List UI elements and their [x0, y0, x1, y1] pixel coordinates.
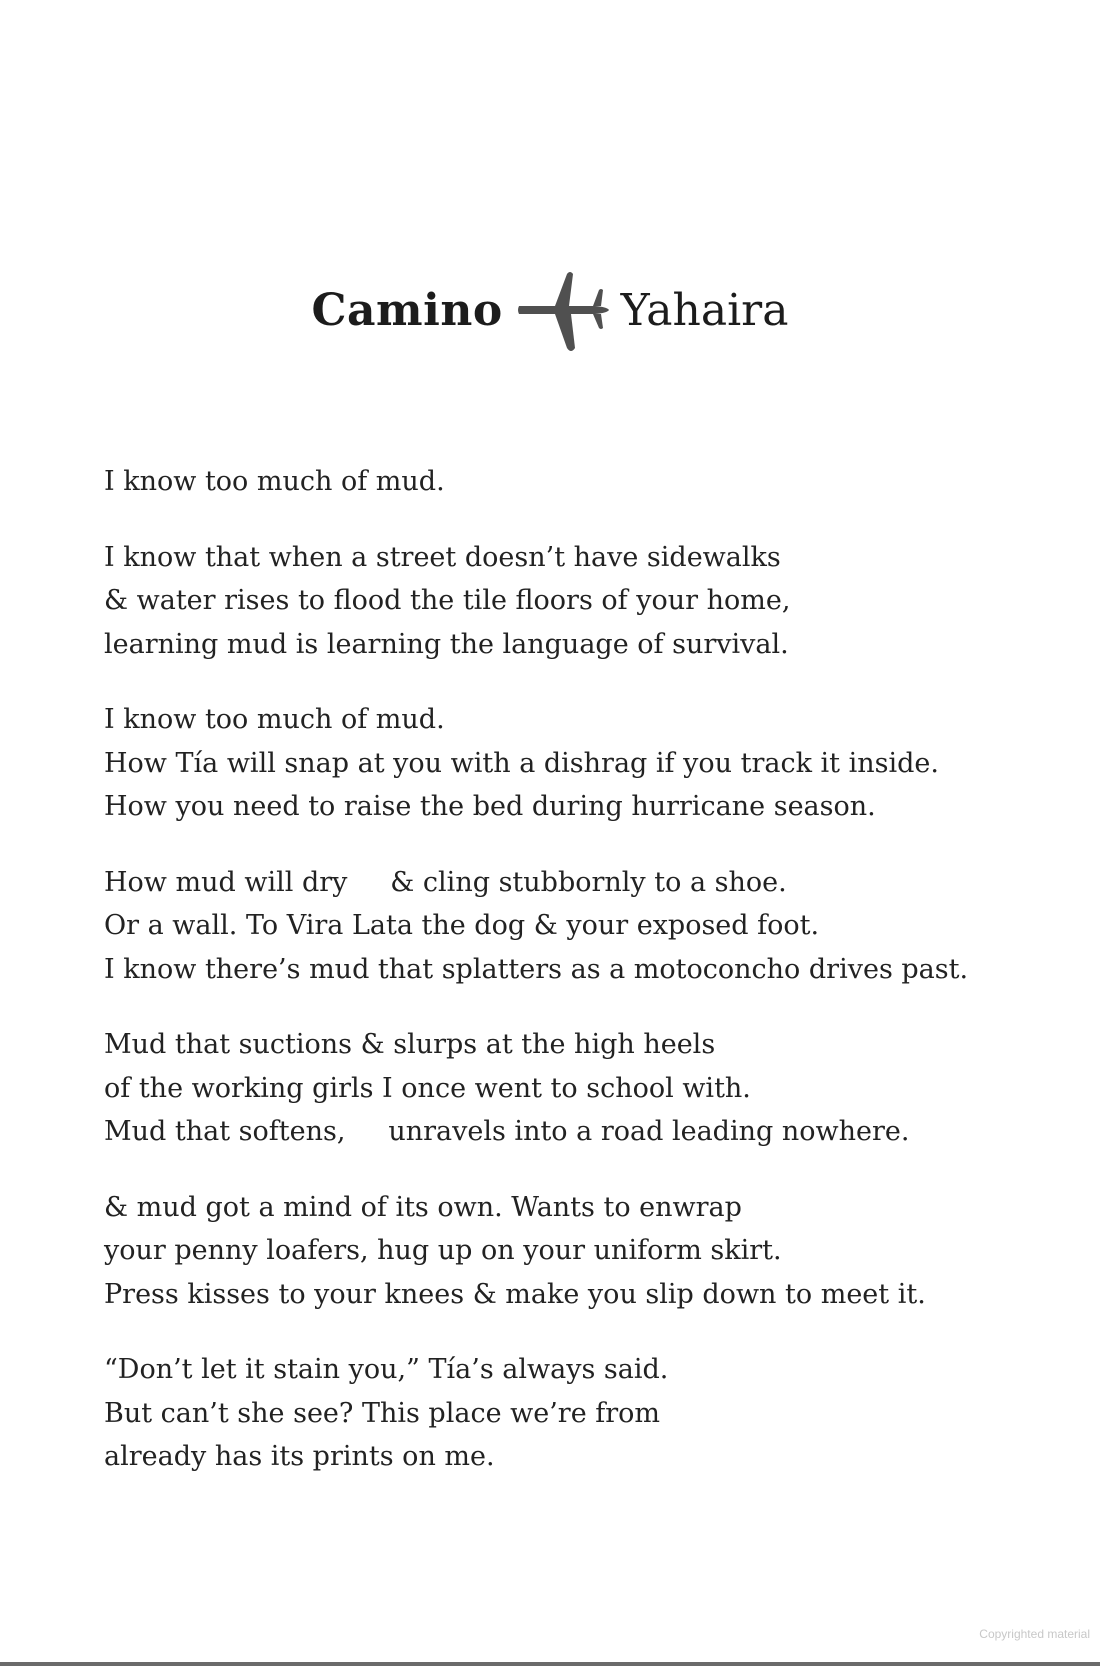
poem-line: “Don’t let it stain you,” Tía’s always said.	[104, 1354, 669, 1385]
stanza	[104, 861, 1004, 992]
poem-line: your penny loafers, hug up on your uniform skirt.	[104, 1235, 782, 1266]
poem-line: learning mud is learning the language of survival.	[104, 628, 789, 660]
poem-line: of the working girls I once went to school with.	[104, 1072, 751, 1104]
poem-title	[0, 262, 1100, 358]
poem-line: & water rises to flood the tile floors of your home,	[104, 585, 791, 616]
copyright-watermark: Copyrighted material	[979, 1627, 1090, 1641]
poem-line: How mud will dry & cling stubbornly to a shoe.	[104, 866, 787, 898]
stanza	[104, 536, 1004, 667]
poem-line: I know there’s mud that splatters as a motoconcho drives past.	[104, 953, 969, 985]
poem-line: already has its prints on me.	[104, 1441, 495, 1472]
poem-line: But can’t she see? This place we’re from	[104, 1397, 661, 1429]
stanza	[104, 1023, 1004, 1154]
poem-line: I know too much of mud.	[104, 704, 445, 735]
poem-line: I know too much of mud.	[104, 466, 445, 497]
poem-line: Or a wall. To Vira Lata the dog & your exposed foot.	[104, 910, 820, 941]
poem-line: Mud that suctions & slurps at the high heels	[104, 1029, 716, 1060]
stanza	[104, 460, 1004, 504]
poem-line: I know that when a street doesn’t have sidewalks	[104, 541, 781, 573]
bottom-divider	[0, 1662, 1100, 1666]
title-camino: Camino	[311, 284, 503, 336]
stanza	[104, 1348, 1004, 1479]
poem-line: How you need to raise the bed during hurricane season.	[104, 791, 876, 822]
poem-line: Press kisses to your knees & make you slip down to meet it.	[104, 1278, 926, 1310]
poem-body	[104, 460, 1004, 1511]
stanza	[104, 1186, 1004, 1317]
stanza	[104, 698, 1004, 829]
airplane-icon	[515, 262, 611, 358]
poem-line: How Tía will snap at you with a dishrag if you track it inside.	[104, 747, 939, 779]
poem-line: & mud got a mind of its own. Wants to enwrap	[104, 1191, 742, 1223]
poem-line: Mud that softens, unravels into a road leading nowhere.	[104, 1116, 910, 1147]
title-yahaira: Yahaira	[620, 284, 789, 336]
